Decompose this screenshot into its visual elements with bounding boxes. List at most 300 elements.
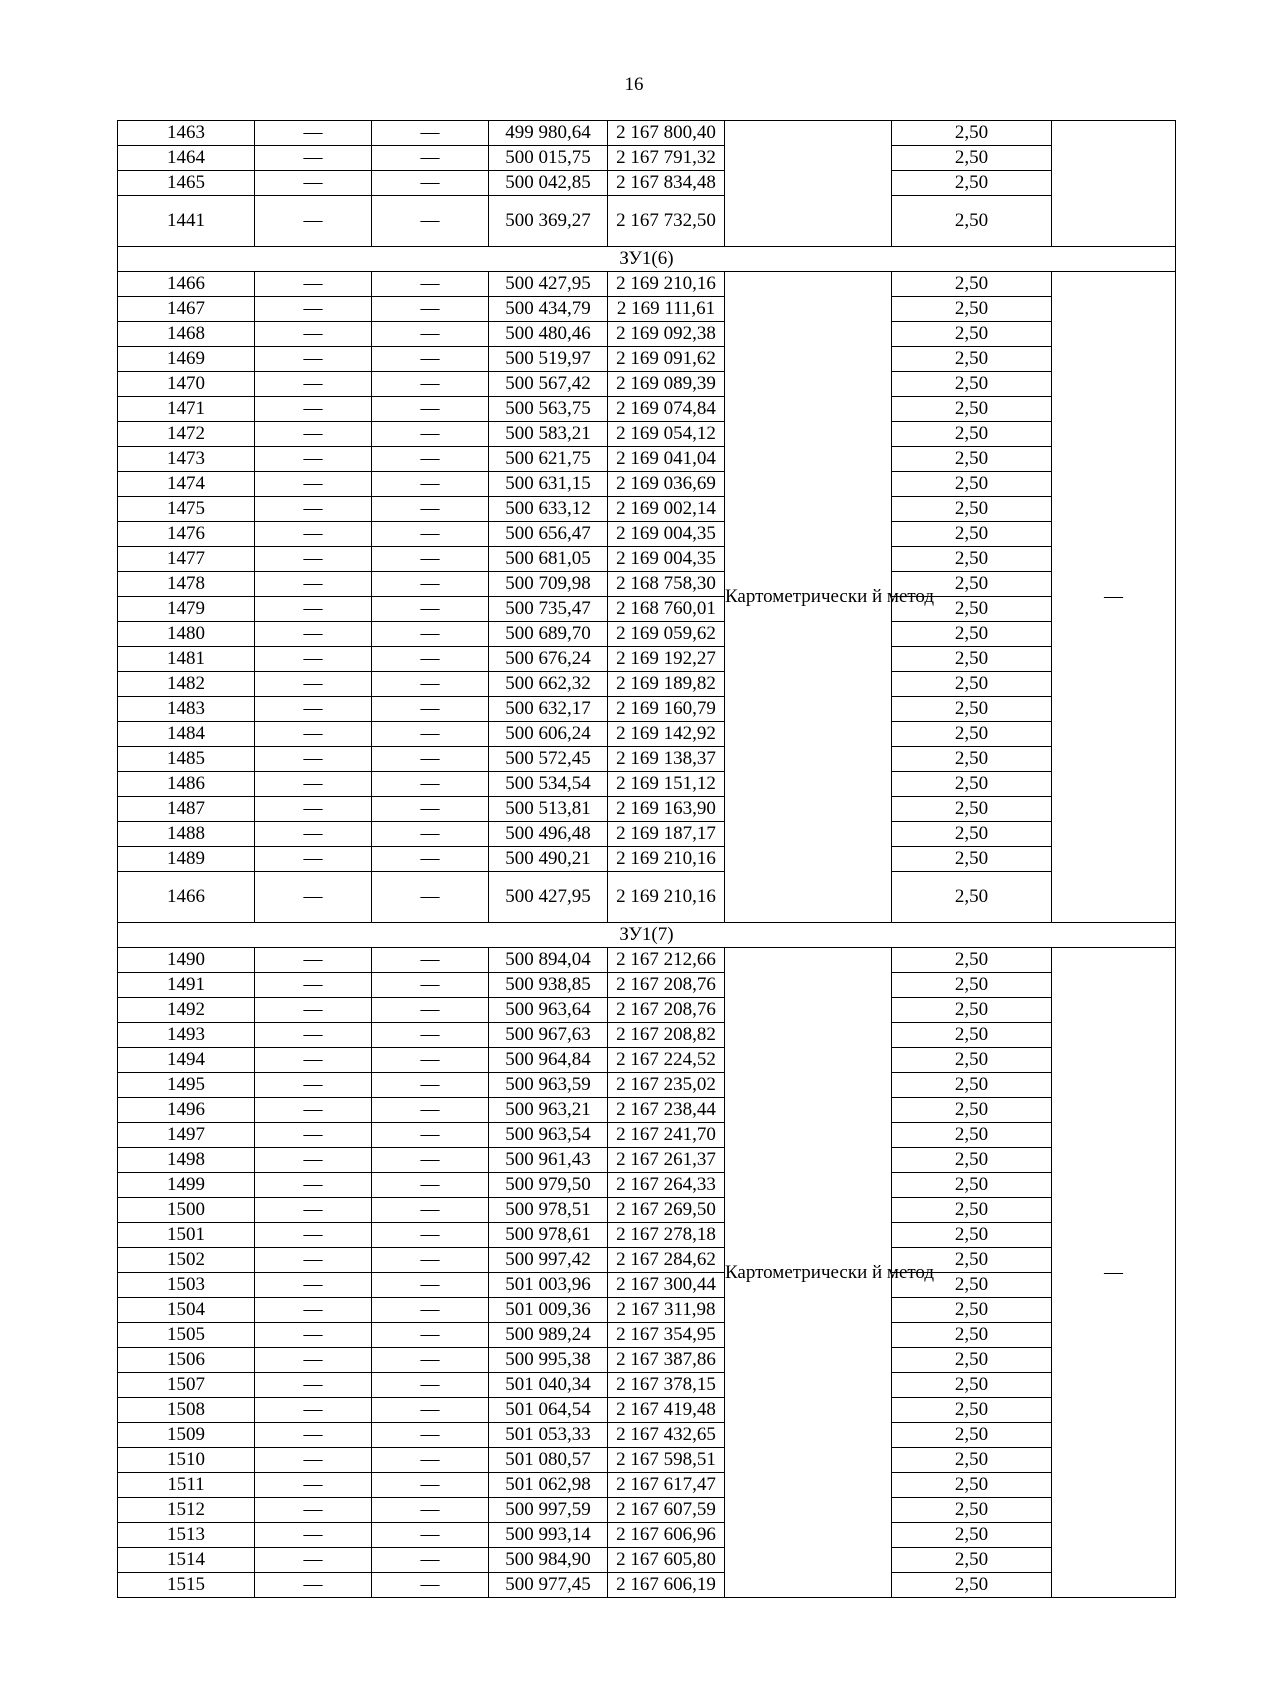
table-row: [118, 672, 1176, 697]
dash-cell: —: [372, 1148, 489, 1173]
point-number-cell: 1498: [118, 1148, 255, 1173]
dash-cell: —: [255, 1473, 372, 1498]
dash-cell: —: [372, 1023, 489, 1048]
method-cell: Картометрически й метод: [725, 272, 892, 923]
accuracy-cell: 2,50: [892, 1448, 1052, 1473]
accuracy-cell: 2,50: [892, 772, 1052, 797]
dash-cell: —: [372, 497, 489, 522]
dash-cell: —: [255, 872, 372, 923]
accuracy-cell: 2,50: [892, 1248, 1052, 1273]
y-coordinate-cell: 2 169 210,16: [608, 872, 725, 923]
dash-cell: —: [372, 622, 489, 647]
dash-cell: —: [255, 472, 372, 497]
table-row: [118, 973, 1176, 998]
table-row: [118, 1348, 1176, 1373]
x-coordinate-cell: 500 963,59: [489, 1073, 608, 1098]
dash-cell: —: [372, 1473, 489, 1498]
dash-cell: —: [255, 372, 372, 397]
dash-cell: —: [255, 1023, 372, 1048]
table-row: [118, 1498, 1176, 1523]
point-number-cell: 1496: [118, 1098, 255, 1123]
accuracy-cell: 2,50: [892, 272, 1052, 297]
point-number-cell: 1473: [118, 447, 255, 472]
accuracy-cell: 2,50: [892, 797, 1052, 822]
x-coordinate-cell: 500 894,04: [489, 948, 608, 973]
dash-cell: —: [255, 1198, 372, 1223]
point-number-cell: 1481: [118, 647, 255, 672]
x-coordinate-cell: 500 993,14: [489, 1523, 608, 1548]
table-row: [118, 948, 1176, 973]
dash-cell: —: [255, 121, 372, 146]
dash-cell: —: [372, 647, 489, 672]
x-coordinate-cell: 500 964,84: [489, 1048, 608, 1073]
y-coordinate-cell: 2 167 607,59: [608, 1498, 725, 1523]
dash-cell: —: [255, 347, 372, 372]
dash-cell: —: [372, 1198, 489, 1223]
accuracy-cell: 2,50: [892, 622, 1052, 647]
accuracy-cell: 2,50: [892, 572, 1052, 597]
accuracy-cell: 2,50: [892, 1298, 1052, 1323]
point-number-cell: 1511: [118, 1473, 255, 1498]
y-coordinate-cell: 2 167 224,52: [608, 1048, 725, 1073]
point-number-cell: 1465: [118, 171, 255, 196]
x-coordinate-cell: 500 434,79: [489, 297, 608, 322]
dash-cell: —: [372, 1048, 489, 1073]
x-coordinate-cell: 501 062,98: [489, 1473, 608, 1498]
y-coordinate-cell: 2 168 760,01: [608, 597, 725, 622]
dash-cell: —: [372, 547, 489, 572]
dash-cell: —: [372, 1348, 489, 1373]
dash-cell: —: [372, 347, 489, 372]
point-number-cell: 1495: [118, 1073, 255, 1098]
table-row: [118, 998, 1176, 1023]
dash-cell: —: [372, 1398, 489, 1423]
x-coordinate-cell: 501 064,54: [489, 1398, 608, 1423]
x-coordinate-cell: 500 631,15: [489, 472, 608, 497]
x-coordinate-cell: 500 632,17: [489, 697, 608, 722]
x-coordinate-cell: 500 984,90: [489, 1548, 608, 1573]
y-coordinate-cell: 2 169 160,79: [608, 697, 725, 722]
dash-cell: —: [255, 572, 372, 597]
dash-cell: —: [255, 772, 372, 797]
x-coordinate-cell: 500 572,45: [489, 747, 608, 772]
x-coordinate-cell: 500 989,24: [489, 1323, 608, 1348]
x-coordinate-cell: 501 003,96: [489, 1273, 608, 1298]
accuracy-cell: 2,50: [892, 948, 1052, 973]
table-row: [118, 622, 1176, 647]
y-coordinate-cell: 2 169 002,14: [608, 497, 725, 522]
x-coordinate-cell: 500 967,63: [489, 1023, 608, 1048]
point-number-cell: 1500: [118, 1198, 255, 1223]
dash-cell: —: [255, 1448, 372, 1473]
point-number-cell: 1497: [118, 1123, 255, 1148]
point-number-cell: 1487: [118, 797, 255, 822]
dash-cell: —: [255, 1273, 372, 1298]
dash-cell: —: [255, 973, 372, 998]
y-coordinate-cell: 2 169 151,12: [608, 772, 725, 797]
accuracy-cell: 2,50: [892, 697, 1052, 722]
point-number-cell: 1485: [118, 747, 255, 772]
x-coordinate-cell: 500 490,21: [489, 847, 608, 872]
y-coordinate-cell: 2 167 605,80: [608, 1548, 725, 1573]
dash-cell: —: [255, 647, 372, 672]
dash-cell: —: [372, 196, 489, 247]
y-coordinate-cell: 2 167 617,47: [608, 1473, 725, 1498]
method-cell: Картометрически й метод: [725, 948, 892, 1598]
dash-cell: —: [372, 697, 489, 722]
dash-cell: —: [372, 722, 489, 747]
dash-cell: —: [372, 1073, 489, 1098]
dash-cell: —: [255, 297, 372, 322]
accuracy-cell: 2,50: [892, 1548, 1052, 1573]
accuracy-cell: 2,50: [892, 497, 1052, 522]
table-row: [118, 196, 1176, 247]
x-coordinate-cell: 500 681,05: [489, 547, 608, 572]
table-row: [118, 1123, 1176, 1148]
x-coordinate-cell: 500 997,59: [489, 1498, 608, 1523]
dash-cell: —: [372, 872, 489, 923]
y-coordinate-cell: 2 169 036,69: [608, 472, 725, 497]
x-coordinate-cell: 500 563,75: [489, 397, 608, 422]
dash-cell: —: [372, 1173, 489, 1198]
y-coordinate-cell: 2 167 284,62: [608, 1248, 725, 1273]
y-coordinate-cell: 2 167 278,18: [608, 1223, 725, 1248]
point-number-cell: 1468: [118, 322, 255, 347]
dash-cell: —: [372, 998, 489, 1023]
dash-cell: —: [372, 973, 489, 998]
point-number-cell: 1503: [118, 1273, 255, 1298]
accuracy-cell: 2,50: [892, 672, 1052, 697]
y-coordinate-cell: 2 167 238,44: [608, 1098, 725, 1123]
table-row: [118, 1073, 1176, 1098]
table-row: [118, 1273, 1176, 1298]
point-number-cell: 1499: [118, 1173, 255, 1198]
point-number-cell: 1474: [118, 472, 255, 497]
accuracy-cell: 2,50: [892, 297, 1052, 322]
accuracy-cell: 2,50: [892, 847, 1052, 872]
dash-cell: —: [372, 948, 489, 973]
dash-cell: —: [255, 497, 372, 522]
dash-cell: —: [372, 572, 489, 597]
accuracy-cell: 2,50: [892, 822, 1052, 847]
table-row: [118, 347, 1176, 372]
y-coordinate-cell: 2 169 004,35: [608, 547, 725, 572]
table-row: [118, 1448, 1176, 1473]
y-coordinate-cell: 2 169 189,82: [608, 672, 725, 697]
coordinates-table: [117, 120, 1176, 1598]
y-coordinate-cell: 2 169 210,16: [608, 847, 725, 872]
y-coordinate-cell: 2 169 192,27: [608, 647, 725, 672]
x-coordinate-cell: 500 042,85: [489, 171, 608, 196]
dash-cell: —: [372, 1498, 489, 1523]
point-number-cell: 1486: [118, 772, 255, 797]
y-coordinate-cell: 2 167 235,02: [608, 1073, 725, 1098]
y-coordinate-cell: 2 167 419,48: [608, 1398, 725, 1423]
accuracy-cell: 2,50: [892, 1373, 1052, 1398]
accuracy-cell: 2,50: [892, 1198, 1052, 1223]
dash-cell: —: [372, 522, 489, 547]
point-number-cell: 1508: [118, 1398, 255, 1423]
x-coordinate-cell: 500 513,81: [489, 797, 608, 822]
accuracy-cell: 2,50: [892, 447, 1052, 472]
x-coordinate-cell: 500 015,75: [489, 146, 608, 171]
y-coordinate-cell: 2 169 054,12: [608, 422, 725, 447]
table-row: [118, 297, 1176, 322]
point-number-cell: 1492: [118, 998, 255, 1023]
dash-cell: —: [372, 772, 489, 797]
dash-cell: —: [372, 1248, 489, 1273]
dash-cell: —: [372, 1523, 489, 1548]
dash-cell: —: [372, 597, 489, 622]
table-row: [118, 1548, 1176, 1573]
accuracy-cell: 2,50: [892, 973, 1052, 998]
x-coordinate-cell: 500 621,75: [489, 447, 608, 472]
accuracy-cell: 2,50: [892, 1223, 1052, 1248]
accuracy-cell: 2,50: [892, 1398, 1052, 1423]
dash-cell: —: [255, 1398, 372, 1423]
dash-cell: —: [255, 522, 372, 547]
dash-cell: —: [372, 797, 489, 822]
accuracy-cell: 2,50: [892, 1473, 1052, 1498]
point-number-cell: 1513: [118, 1523, 255, 1548]
dash-cell: —: [372, 747, 489, 772]
accuracy-cell: 2,50: [892, 998, 1052, 1023]
dash-cell: —: [255, 622, 372, 647]
dash-cell: —: [255, 1148, 372, 1173]
point-number-cell: 1470: [118, 372, 255, 397]
table-row: [118, 1173, 1176, 1198]
accuracy-cell: 2,50: [892, 1073, 1052, 1098]
dash-cell: —: [255, 1498, 372, 1523]
table-row: [118, 1473, 1176, 1498]
table-row: [118, 1398, 1176, 1423]
dash-cell: —: [372, 1298, 489, 1323]
y-coordinate-cell: 2 169 004,35: [608, 522, 725, 547]
x-coordinate-cell: 500 963,54: [489, 1123, 608, 1148]
accuracy-cell: 2,50: [892, 1523, 1052, 1548]
table-row: [118, 822, 1176, 847]
table-row: [118, 497, 1176, 522]
table-row: [118, 1298, 1176, 1323]
y-coordinate-cell: 2 169 074,84: [608, 397, 725, 422]
table-row: [118, 872, 1176, 923]
y-coordinate-cell: 2 169 092,38: [608, 322, 725, 347]
dash-cell: —: [255, 1423, 372, 1448]
y-coordinate-cell: 2 167 606,19: [608, 1573, 725, 1598]
point-number-cell: 1491: [118, 973, 255, 998]
table-row: [118, 1048, 1176, 1073]
table-row: [118, 1198, 1176, 1223]
x-coordinate-cell: 500 567,42: [489, 372, 608, 397]
table-row: [118, 171, 1176, 196]
point-number-cell: 1471: [118, 397, 255, 422]
accuracy-cell: 2,50: [892, 1498, 1052, 1523]
table-row: [118, 1223, 1176, 1248]
accuracy-cell: 2,50: [892, 647, 1052, 672]
table-row: [118, 572, 1176, 597]
x-coordinate-cell: 500 963,64: [489, 998, 608, 1023]
y-coordinate-cell: 2 167 834,48: [608, 171, 725, 196]
dash-cell: —: [372, 847, 489, 872]
y-coordinate-cell: 2 169 091,62: [608, 347, 725, 372]
x-coordinate-cell: 500 583,21: [489, 422, 608, 447]
table-row: [118, 1573, 1176, 1598]
accuracy-cell: 2,50: [892, 1173, 1052, 1198]
section-title: ЗУ1(6): [118, 247, 1176, 272]
point-number-cell: 1494: [118, 1048, 255, 1073]
x-coordinate-cell: 499 980,64: [489, 121, 608, 146]
dash-cell: —: [255, 171, 372, 196]
dash-cell: —: [372, 146, 489, 171]
accuracy-cell: 2,50: [892, 1098, 1052, 1123]
dash-cell: —: [255, 1223, 372, 1248]
y-coordinate-cell: 2 167 208,76: [608, 998, 725, 1023]
dash-cell: —: [372, 1548, 489, 1573]
y-coordinate-cell: 2 169 138,37: [608, 747, 725, 772]
y-coordinate-cell: 2 167 387,86: [608, 1348, 725, 1373]
accuracy-cell: 2,50: [892, 1148, 1052, 1173]
dash-cell: —: [255, 1548, 372, 1573]
accuracy-cell: 2,50: [892, 372, 1052, 397]
y-coordinate-cell: 2 167 800,40: [608, 121, 725, 146]
dash-cell: —: [255, 547, 372, 572]
dash-cell: —: [372, 372, 489, 397]
table-row: [118, 1023, 1176, 1048]
x-coordinate-cell: 500 963,21: [489, 1098, 608, 1123]
accuracy-cell: 2,50: [892, 522, 1052, 547]
y-coordinate-cell: 2 167 269,50: [608, 1198, 725, 1223]
x-coordinate-cell: 500 689,70: [489, 622, 608, 647]
dash-cell: —: [255, 1573, 372, 1598]
point-number-cell: 1480: [118, 622, 255, 647]
point-number-cell: 1489: [118, 847, 255, 872]
y-coordinate-cell: 2 167 241,70: [608, 1123, 725, 1148]
point-number-cell: 1478: [118, 572, 255, 597]
table-row: [118, 397, 1176, 422]
point-number-cell: 1501: [118, 1223, 255, 1248]
y-coordinate-cell: 2 167 264,33: [608, 1173, 725, 1198]
table-row: [118, 1373, 1176, 1398]
point-number-cell: 1493: [118, 1023, 255, 1048]
dash-cell: —: [255, 272, 372, 297]
dash-cell: —: [372, 822, 489, 847]
y-coordinate-cell: 2 167 606,96: [608, 1523, 725, 1548]
point-number-cell: 1515: [118, 1573, 255, 1598]
table-row: [118, 597, 1176, 622]
dash-cell: —: [255, 672, 372, 697]
dash-cell: —: [372, 672, 489, 697]
dash-cell: —: [255, 1248, 372, 1273]
dash-cell: —: [372, 171, 489, 196]
point-number-cell: 1507: [118, 1373, 255, 1398]
y-coordinate-cell: 2 169 163,90: [608, 797, 725, 822]
dash-cell: —: [255, 447, 372, 472]
x-coordinate-cell: 500 997,42: [489, 1248, 608, 1273]
accuracy-cell: 2,50: [892, 322, 1052, 347]
point-number-cell: 1506: [118, 1348, 255, 1373]
dash-cell: —: [255, 1098, 372, 1123]
dash-cell: —: [255, 697, 372, 722]
table-row: [118, 1098, 1176, 1123]
table-row: [118, 647, 1176, 672]
table-row: [118, 1248, 1176, 1273]
dash-cell: —: [255, 1123, 372, 1148]
point-number-cell: 1490: [118, 948, 255, 973]
table-row: [118, 447, 1176, 472]
y-coordinate-cell: 2 167 598,51: [608, 1448, 725, 1473]
dash-cell: —: [255, 797, 372, 822]
dash-cell: —: [372, 1423, 489, 1448]
point-number-cell: 1466: [118, 872, 255, 923]
y-coordinate-cell: 2 167 432,65: [608, 1423, 725, 1448]
x-coordinate-cell: 500 978,51: [489, 1198, 608, 1223]
point-number-cell: 1467: [118, 297, 255, 322]
dash-cell: —: [255, 1073, 372, 1098]
y-coordinate-cell: 2 169 187,17: [608, 822, 725, 847]
dash-cell: —: [255, 998, 372, 1023]
point-number-cell: 1504: [118, 1298, 255, 1323]
dash-cell: —: [255, 146, 372, 171]
dash-cell: —: [255, 597, 372, 622]
table-row: [118, 722, 1176, 747]
table-row: [118, 121, 1176, 146]
y-coordinate-cell: 2 167 378,15: [608, 1373, 725, 1398]
accuracy-cell: 2,50: [892, 872, 1052, 923]
accuracy-cell: 2,50: [892, 196, 1052, 247]
accuracy-cell: 2,50: [892, 171, 1052, 196]
x-coordinate-cell: 500 369,27: [489, 196, 608, 247]
table-row: [118, 1423, 1176, 1448]
table-row: [118, 547, 1176, 572]
table-row: [118, 847, 1176, 872]
y-coordinate-cell: 2 167 791,32: [608, 146, 725, 171]
x-coordinate-cell: 500 427,95: [489, 272, 608, 297]
point-number-cell: 1488: [118, 822, 255, 847]
dash-cell: —: [372, 1123, 489, 1148]
dash-cell: —: [372, 1323, 489, 1348]
dash-cell: —: [255, 397, 372, 422]
y-coordinate-cell: 2 167 311,98: [608, 1298, 725, 1323]
accuracy-cell: 2,50: [892, 1048, 1052, 1073]
accuracy-cell: 2,50: [892, 422, 1052, 447]
x-coordinate-cell: 500 938,85: [489, 973, 608, 998]
y-coordinate-cell: 2 168 758,30: [608, 572, 725, 597]
dash-cell: —: [372, 1573, 489, 1598]
dash-cell: —: [372, 1098, 489, 1123]
point-number-cell: 1505: [118, 1323, 255, 1348]
last-column-cell: [1052, 121, 1176, 247]
section-title: ЗУ1(7): [118, 923, 1176, 948]
table-row: [118, 772, 1176, 797]
y-coordinate-cell: 2 169 111,61: [608, 297, 725, 322]
method-cell: [725, 121, 892, 247]
dash-cell: —: [372, 1448, 489, 1473]
table-row: [118, 272, 1176, 297]
x-coordinate-cell: 500 496,48: [489, 822, 608, 847]
table-row: [118, 322, 1176, 347]
table-row: [118, 1523, 1176, 1548]
dash-cell: —: [255, 847, 372, 872]
x-coordinate-cell: 500 427,95: [489, 872, 608, 923]
y-coordinate-cell: 2 167 208,82: [608, 1023, 725, 1048]
accuracy-cell: 2,50: [892, 597, 1052, 622]
dash-cell: —: [372, 422, 489, 447]
y-coordinate-cell: 2 169 059,62: [608, 622, 725, 647]
dash-cell: —: [372, 447, 489, 472]
point-number-cell: 1476: [118, 522, 255, 547]
point-number-cell: 1514: [118, 1548, 255, 1573]
accuracy-cell: 2,50: [892, 146, 1052, 171]
